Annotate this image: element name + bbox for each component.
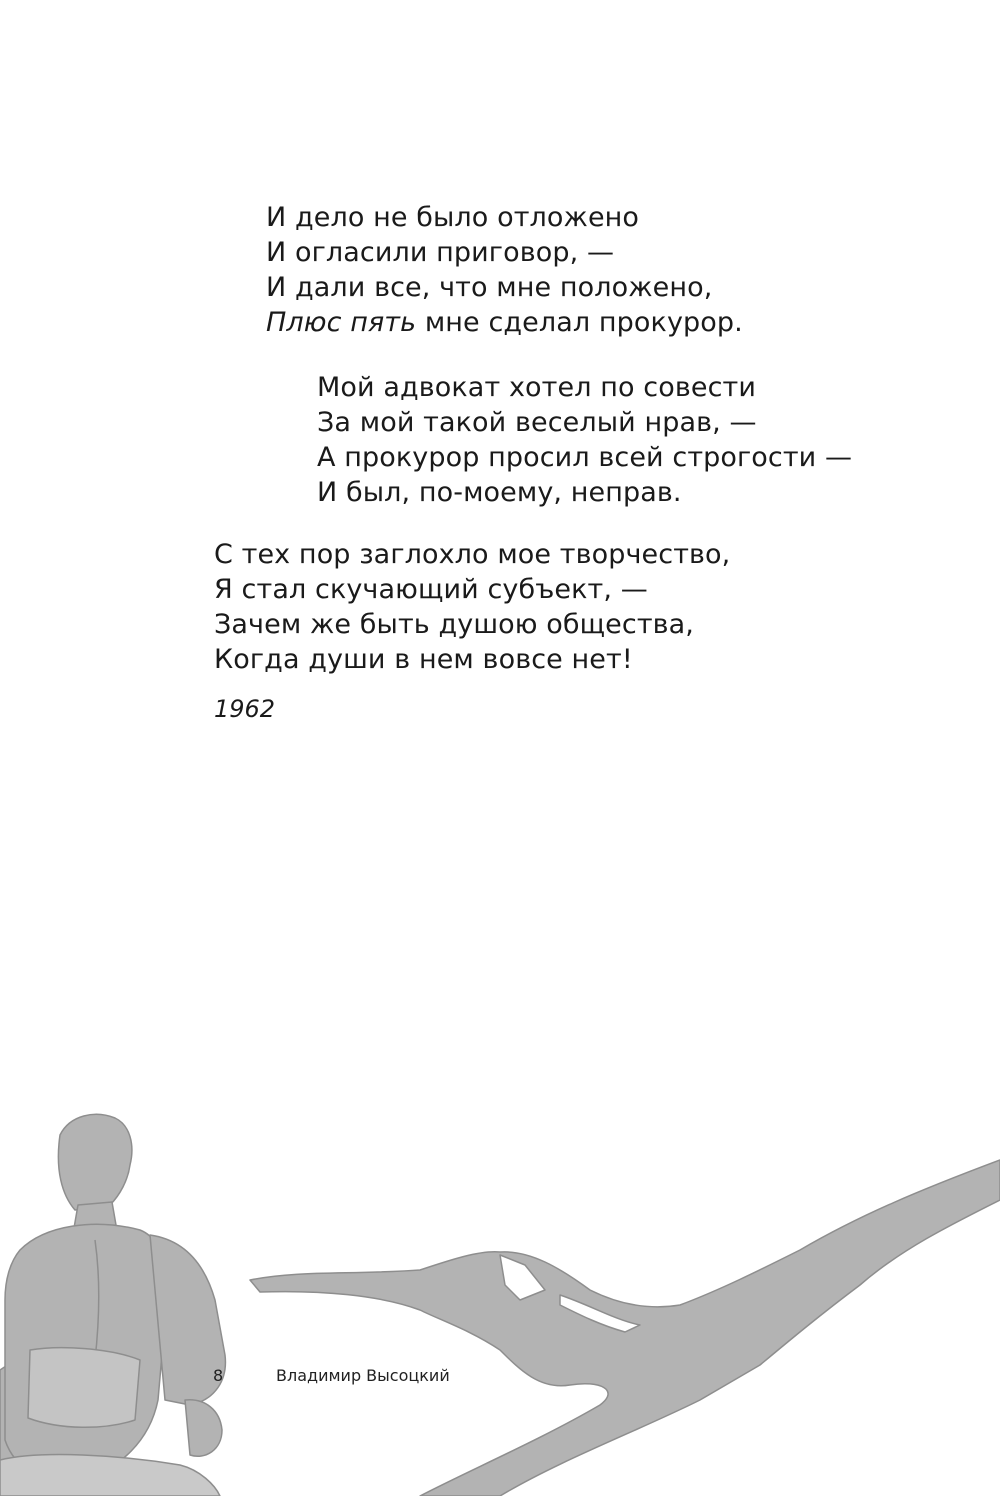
verse-line [266, 305, 743, 340]
verse-line: Я стал скучающий субъект, — [214, 574, 648, 605]
page-number: 8 [213, 1366, 224, 1385]
verse-line: Мой адвокат хотел по совести [317, 372, 756, 403]
stanza-2 [317, 370, 852, 510]
backpack-pocket [28, 1348, 140, 1428]
hiker-mountains-illustration [0, 1100, 1000, 1496]
hiker-rock [0, 1455, 220, 1496]
verse-line: И был, по-моему, неправ. [317, 477, 682, 508]
verse-line: И дело не было отложено [266, 202, 640, 233]
stanza-1 [266, 200, 743, 340]
poem-year: 1962 [214, 695, 276, 723]
stanza-3 [214, 537, 730, 677]
running-head-author: Владимир Высоцкий [276, 1366, 450, 1385]
verse-line: И огласили приговор, — [266, 237, 615, 268]
verse-line-rest: мне сделал прокурор. [416, 307, 743, 338]
verse-line: Когда души в нем вовсе нет! [214, 644, 633, 675]
hiker-head [58, 1114, 131, 1210]
verse-line: С тех пор заглохло мое творчество, [214, 539, 731, 570]
italic-phrase: Плюс пять [266, 307, 417, 338]
verse-line: А прокурор просил всей строгости — [317, 442, 853, 473]
verse-line: Зачем же быть душою общества, [214, 609, 694, 640]
verse-line: И дали все, что мне положено, [266, 272, 713, 303]
hiker-hand [185, 1400, 222, 1456]
verse-line: За мой такой веселый нрав, — [317, 407, 757, 438]
